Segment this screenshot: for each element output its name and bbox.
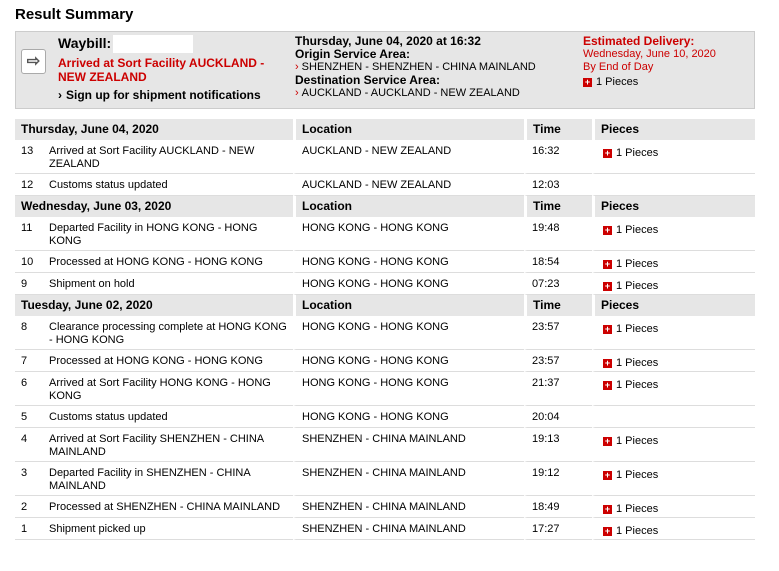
pieces-text: 1 Pieces bbox=[616, 280, 659, 292]
column-header-pieces: Pieces bbox=[592, 295, 755, 316]
destination-value bbox=[295, 87, 575, 100]
checkpoint-time: 19:48 bbox=[524, 217, 592, 251]
chevron-right-icon: › bbox=[295, 61, 299, 73]
column-header-pieces: Pieces bbox=[592, 196, 755, 217]
pieces-text: 1 Pieces bbox=[616, 435, 659, 447]
checkpoint-location: HONG KONG - HONG KONG bbox=[293, 273, 524, 295]
waybill-column bbox=[58, 35, 283, 102]
table-row bbox=[15, 217, 755, 251]
checkpoint-location: AUCKLAND - NEW ZEALAND bbox=[293, 174, 524, 196]
checkpoint-time: 23:57 bbox=[524, 316, 592, 350]
checkpoint-time: 18:49 bbox=[524, 496, 592, 518]
checkpoint-location: HONG KONG - HONG KONG bbox=[293, 316, 524, 350]
checkpoint-pieces bbox=[592, 174, 755, 196]
signup-link[interactable] bbox=[58, 88, 283, 102]
expand-plus-icon: + bbox=[604, 357, 611, 368]
checkpoint-description: Shipment picked up bbox=[49, 518, 293, 540]
waybill-label: Waybill: bbox=[58, 35, 112, 51]
pieces-toggle[interactable] bbox=[603, 503, 658, 515]
shipment-datetime: Thursday, June 04, 2020 at 16:32 bbox=[295, 34, 481, 48]
checkpoint-number: 1 bbox=[15, 518, 49, 540]
column-header-location: Location bbox=[293, 119, 524, 140]
date-header: Wednesday, June 03, 2020 bbox=[15, 196, 293, 217]
checkpoint-pieces bbox=[592, 140, 755, 174]
checkpoint-pieces bbox=[592, 350, 755, 372]
checkpoint-pieces bbox=[592, 372, 755, 406]
checkpoint-pieces bbox=[592, 217, 755, 251]
pieces-toggle[interactable] bbox=[603, 258, 658, 270]
checkpoint-description: Clearance processing complete at HONG KONG - HONG KONG bbox=[49, 316, 293, 350]
table-row bbox=[15, 372, 755, 406]
checkpoint-description: Departed Facility in HONG KONG - HONG KONG bbox=[49, 217, 293, 251]
date-header: Thursday, June 04, 2020 bbox=[15, 119, 293, 140]
date-header-row bbox=[15, 196, 755, 217]
table-row bbox=[15, 273, 755, 295]
checkpoint-description: Processed at HONG KONG - HONG KONG bbox=[49, 251, 293, 273]
expand-plus-icon: + bbox=[584, 76, 591, 87]
checkpoint-time: 23:57 bbox=[524, 350, 592, 372]
column-header-pieces: Pieces bbox=[592, 119, 755, 140]
checkpoint-number: 12 bbox=[15, 174, 49, 196]
waybill-number-box bbox=[113, 35, 193, 53]
table-row bbox=[15, 462, 755, 496]
checkpoint-time: 17:27 bbox=[524, 518, 592, 540]
pieces-text: 1 Pieces bbox=[616, 258, 659, 270]
table-row bbox=[15, 140, 755, 174]
pieces-toggle[interactable] bbox=[583, 76, 755, 89]
checkpoint-number: 10 bbox=[15, 251, 49, 273]
checkpoint-pieces bbox=[592, 496, 755, 518]
checkpoint-description: Arrived at Sort Facility AUCKLAND - NEW ZEALAND bbox=[49, 140, 293, 174]
expand-plus-icon: + bbox=[604, 469, 611, 480]
table-row bbox=[15, 496, 755, 518]
table-row bbox=[15, 518, 755, 540]
checkpoint-description: Departed Facility in SHENZHEN - CHINA MAINLAND bbox=[49, 462, 293, 496]
pieces-text: 1 Pieces bbox=[616, 357, 659, 369]
checkpoint-location: HONG KONG - HONG KONG bbox=[293, 406, 524, 428]
service-area-column bbox=[295, 35, 575, 100]
checkpoint-time: 12:03 bbox=[524, 174, 592, 196]
pieces-toggle[interactable] bbox=[603, 435, 658, 447]
table-row bbox=[15, 406, 755, 428]
checkpoint-number: 9 bbox=[15, 273, 49, 295]
checkpoint-description: Arrived at Sort Facility HONG KONG - HONG KONG bbox=[49, 372, 293, 406]
estimated-delivery-label: Estimated Delivery: bbox=[583, 34, 695, 48]
table-row bbox=[15, 251, 755, 273]
pieces-toggle[interactable] bbox=[603, 147, 658, 159]
pieces-toggle[interactable] bbox=[603, 280, 658, 292]
expand-plus-icon: + bbox=[604, 379, 611, 390]
checkpoint-pieces bbox=[592, 462, 755, 496]
chevron-right-icon: › bbox=[295, 87, 299, 99]
checkpoint-location: HONG KONG - HONG KONG bbox=[293, 372, 524, 406]
checkpoint-number: 7 bbox=[15, 350, 49, 372]
checkpoint-number: 13 bbox=[15, 140, 49, 174]
table-row bbox=[15, 350, 755, 372]
pieces-toggle[interactable] bbox=[603, 323, 658, 335]
checkpoint-pieces bbox=[592, 518, 755, 540]
checkpoint-number: 3 bbox=[15, 462, 49, 496]
shipment-summary bbox=[15, 31, 755, 109]
checkpoint-description: Customs status updated bbox=[49, 406, 293, 428]
table-row bbox=[15, 174, 755, 196]
pieces-text: 1 Pieces bbox=[616, 147, 659, 159]
checkpoint-time: 19:13 bbox=[524, 428, 592, 462]
checkpoint-location: SHENZHEN - CHINA MAINLAND bbox=[293, 428, 524, 462]
column-header-location: Location bbox=[293, 196, 524, 217]
checkpoint-number: 8 bbox=[15, 316, 49, 350]
table-row bbox=[15, 316, 755, 350]
destination-label: Destination Service Area: bbox=[295, 73, 440, 87]
pieces-text: 1 Pieces bbox=[616, 323, 659, 335]
expand-plus-icon: + bbox=[604, 503, 611, 514]
checkpoint-number: 4 bbox=[15, 428, 49, 462]
checkpoint-pieces bbox=[592, 316, 755, 350]
pieces-toggle[interactable] bbox=[603, 224, 658, 236]
checkpoint-description: Customs status updated bbox=[49, 174, 293, 196]
expand-plus-icon: + bbox=[604, 224, 611, 235]
column-header-location: Location bbox=[293, 295, 524, 316]
checkpoint-location: SHENZHEN - CHINA MAINLAND bbox=[293, 518, 524, 540]
checkpoint-description: Shipment on hold bbox=[49, 273, 293, 295]
checkpoint-number: 2 bbox=[15, 496, 49, 518]
checkpoint-description: Arrived at Sort Facility SHENZHEN - CHINA MAINLAND bbox=[49, 428, 293, 462]
pieces-text: 1 Pieces bbox=[616, 379, 659, 391]
checkpoint-location: HONG KONG - HONG KONG bbox=[293, 350, 524, 372]
checkpoint-pieces bbox=[592, 251, 755, 273]
column-header-time: Time bbox=[524, 196, 592, 217]
table-row bbox=[15, 428, 755, 462]
checkpoint-time: 18:54 bbox=[524, 251, 592, 273]
checkpoint-location: HONG KONG - HONG KONG bbox=[293, 217, 524, 251]
checkpoint-pieces bbox=[592, 406, 755, 428]
chevron-right-icon: › bbox=[58, 88, 62, 103]
checkpoint-pieces bbox=[592, 273, 755, 295]
column-header-time: Time bbox=[524, 295, 592, 316]
origin-text: SHENZHEN - SHENZHEN - CHINA MAINLAND bbox=[301, 61, 536, 73]
checkpoint-number: 6 bbox=[15, 372, 49, 406]
destination-text: AUCKLAND - AUCKLAND - NEW ZEALAND bbox=[301, 87, 520, 99]
arrow-right-icon[interactable]: ⇨ bbox=[21, 49, 46, 74]
checkpoint-table bbox=[15, 119, 755, 540]
page-title: Result Summary bbox=[15, 6, 134, 23]
checkpoint-pieces bbox=[592, 428, 755, 462]
checkpoint-number: 11 bbox=[15, 217, 49, 251]
estimated-delivery-time: By End of Day bbox=[583, 61, 654, 73]
checkpoint-time: 21:37 bbox=[524, 372, 592, 406]
expand-plus-icon: + bbox=[604, 435, 611, 446]
pieces-toggle[interactable] bbox=[603, 379, 658, 391]
checkpoint-location: SHENZHEN - CHINA MAINLAND bbox=[293, 462, 524, 496]
signup-link-text: Sign up for shipment notifications bbox=[66, 88, 261, 103]
pieces-text: 1 Pieces bbox=[616, 469, 659, 481]
pieces-text: 1 Pieces bbox=[616, 525, 659, 537]
expand-plus-icon: + bbox=[604, 258, 611, 269]
checkpoint-time: 20:04 bbox=[524, 406, 592, 428]
pieces-toggle[interactable] bbox=[603, 357, 658, 369]
date-header-row bbox=[15, 295, 755, 316]
checkpoint-number: 5 bbox=[15, 406, 49, 428]
pieces-text: 1 Pieces bbox=[616, 503, 659, 515]
pieces-toggle[interactable] bbox=[603, 525, 658, 537]
date-header: Tuesday, June 02, 2020 bbox=[15, 295, 293, 316]
status-text: Arrived at Sort Facility AUCKLAND - NEW ZEALAND bbox=[58, 56, 265, 85]
checkpoint-location: SHENZHEN - CHINA MAINLAND bbox=[293, 496, 524, 518]
checkpoint-description: Processed at SHENZHEN - CHINA MAINLAND bbox=[49, 496, 293, 518]
pieces-text: 1 Pieces bbox=[616, 224, 659, 236]
checkpoint-location: HONG KONG - HONG KONG bbox=[293, 251, 524, 273]
checkpoint-time: 19:12 bbox=[524, 462, 592, 496]
expand-plus-icon: + bbox=[604, 147, 611, 158]
origin-label: Origin Service Area: bbox=[295, 47, 410, 61]
checkpoint-time: 07:23 bbox=[524, 273, 592, 295]
checkpoint-description: Processed at HONG KONG - HONG KONG bbox=[49, 350, 293, 372]
expand-plus-icon: + bbox=[604, 323, 611, 334]
column-header-time: Time bbox=[524, 119, 592, 140]
estimated-delivery-date: Wednesday, June 10, 2020 bbox=[583, 48, 716, 60]
pieces-toggle[interactable] bbox=[603, 469, 658, 481]
checkpoint-time: 16:32 bbox=[524, 140, 592, 174]
date-header-row bbox=[15, 119, 755, 140]
expand-plus-icon: + bbox=[604, 525, 611, 536]
expand-plus-icon: + bbox=[604, 280, 611, 291]
pieces-text: 1 Pieces bbox=[596, 76, 639, 88]
estimated-delivery-column bbox=[583, 35, 755, 89]
checkpoint-location: AUCKLAND - NEW ZEALAND bbox=[293, 140, 524, 174]
